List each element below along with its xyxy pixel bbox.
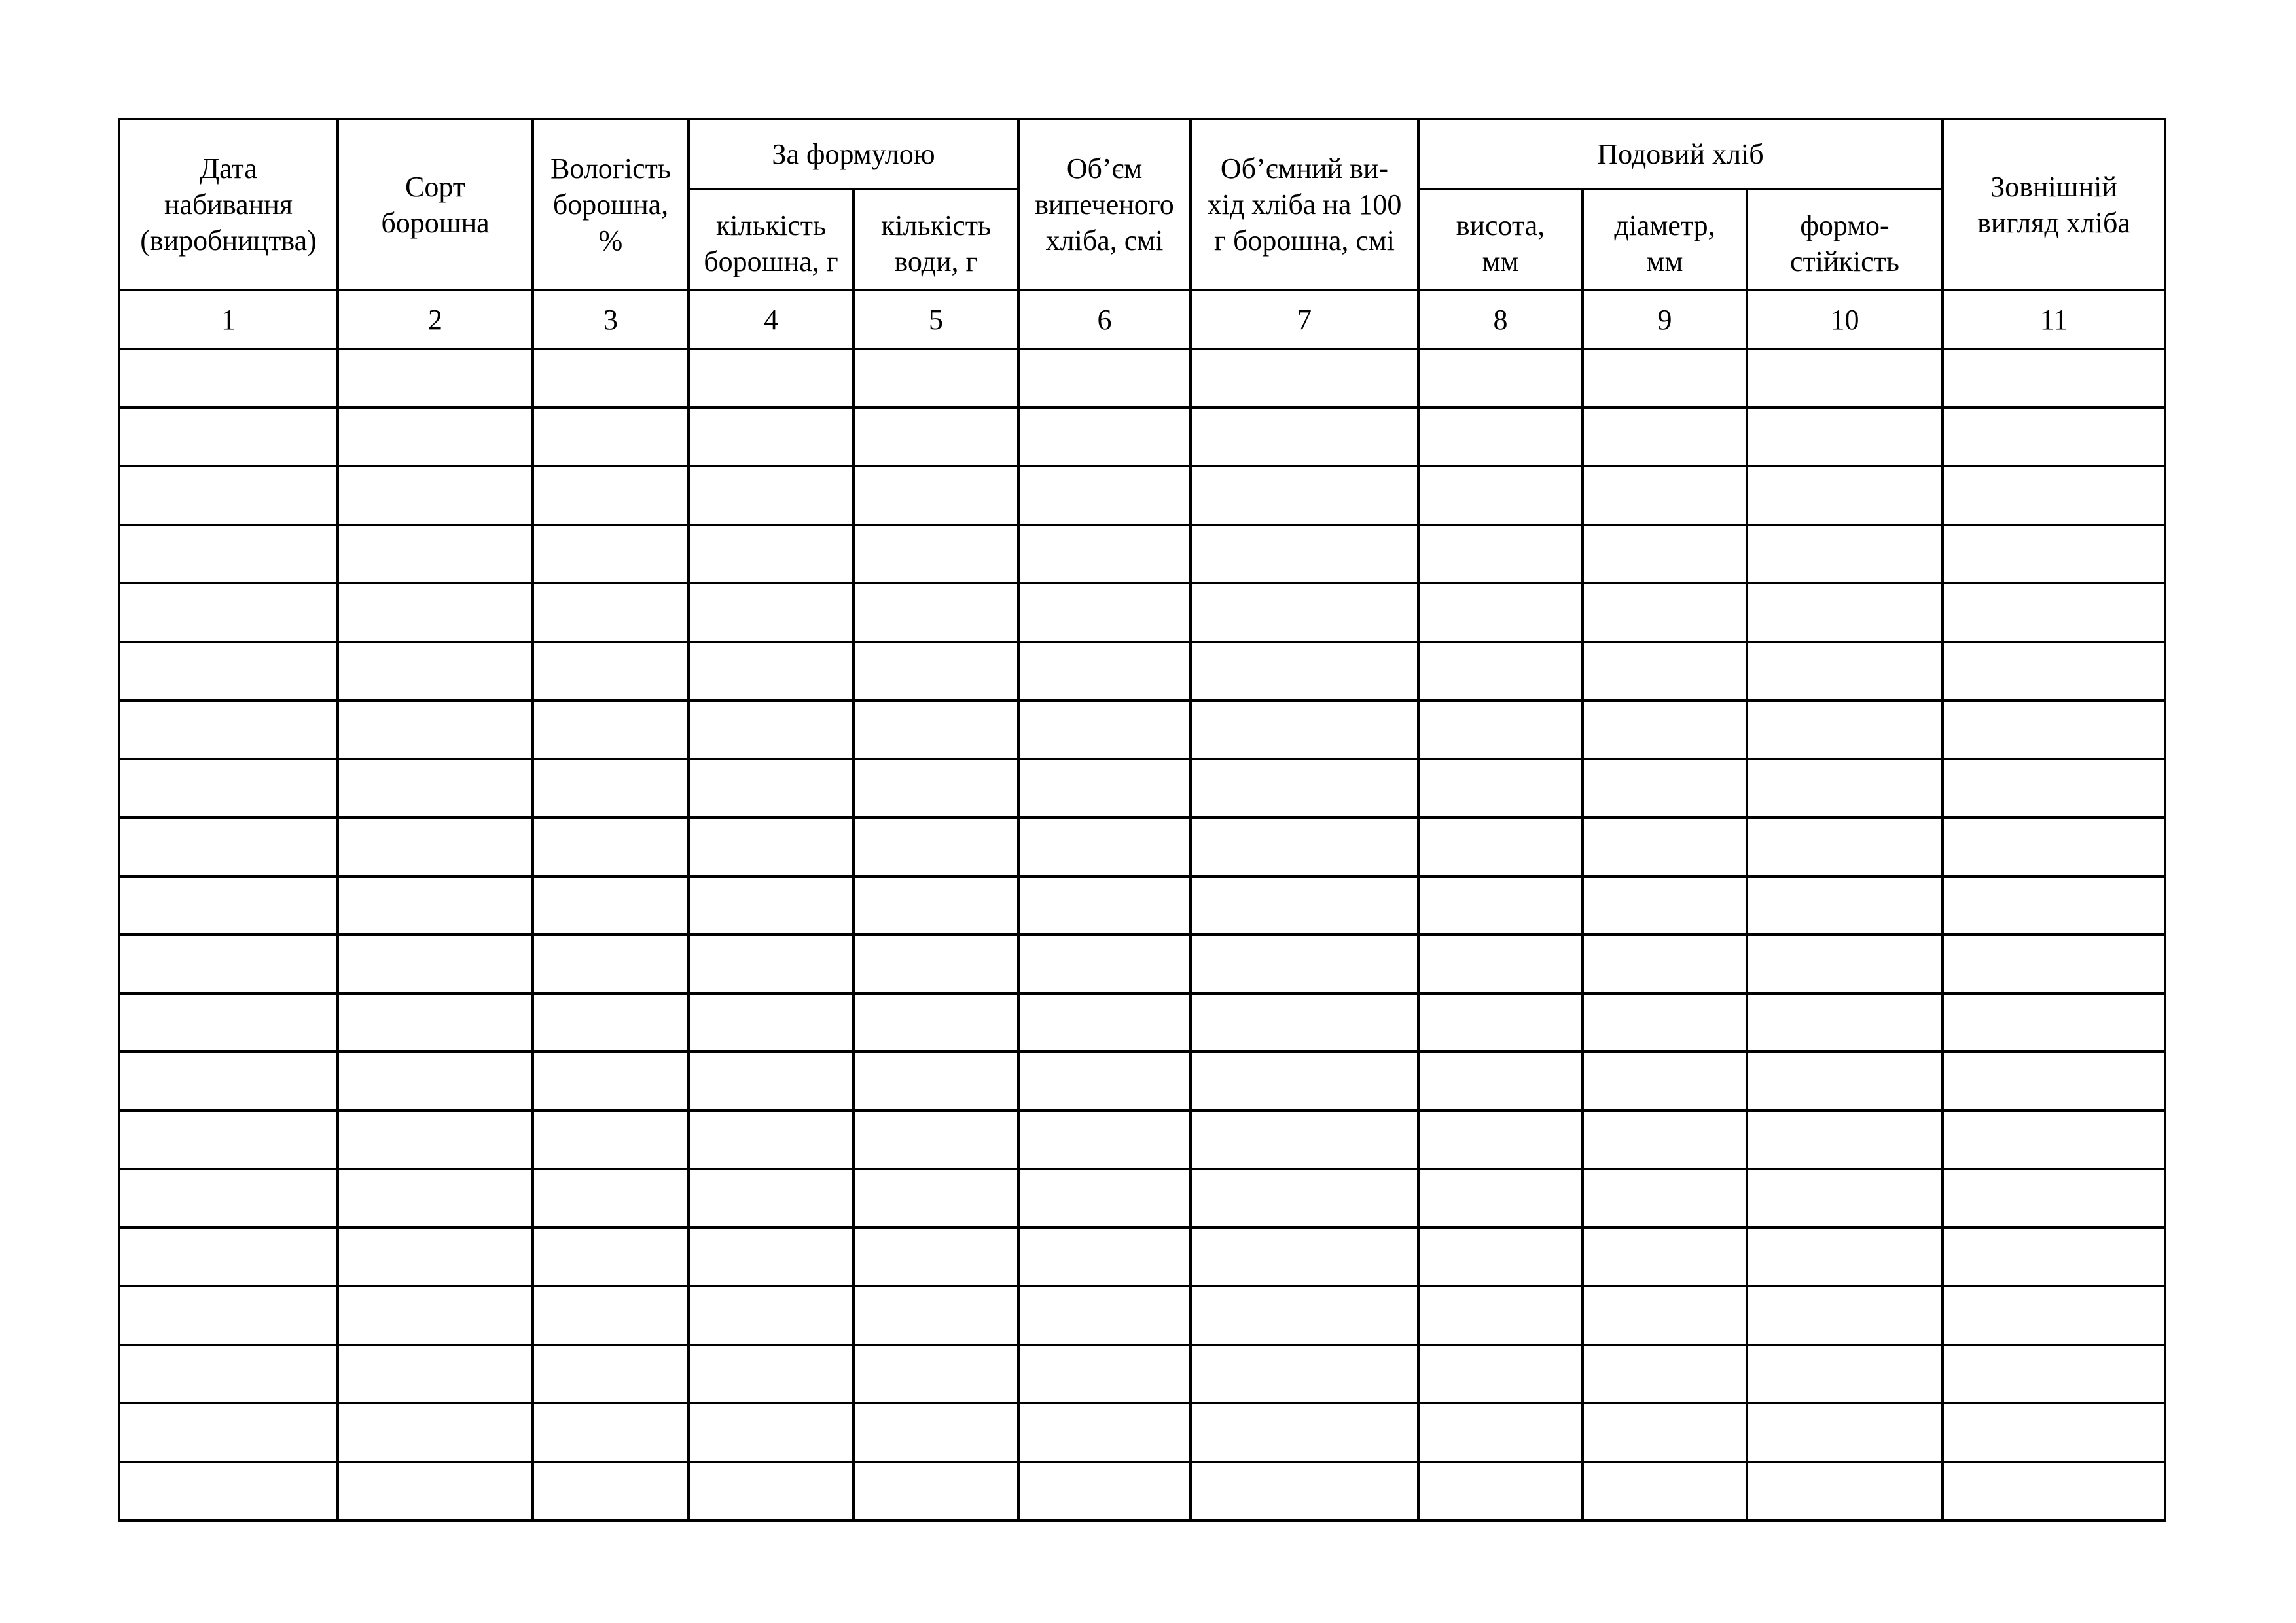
table-cell[interactable]	[689, 1345, 853, 1404]
table-cell[interactable]	[1418, 408, 1583, 467]
table-cell[interactable]	[119, 1286, 338, 1345]
table-cell[interactable]	[1418, 1345, 1583, 1404]
table-cell[interactable]	[1018, 993, 1191, 1052]
table-row	[119, 1052, 2165, 1111]
table-cell[interactable]	[533, 583, 689, 642]
table-cell[interactable]	[119, 1462, 338, 1521]
table-cell[interactable]	[119, 408, 338, 467]
table-cell[interactable]	[853, 1052, 1018, 1111]
table-cell[interactable]	[533, 1228, 689, 1287]
table-cell[interactable]	[119, 583, 338, 642]
table-cell[interactable]	[1191, 525, 1418, 584]
table-cell[interactable]	[119, 466, 338, 525]
header-water-quantity: кількість води, г	[853, 189, 1018, 290]
table-row	[119, 700, 2165, 759]
table-cell[interactable]	[533, 759, 689, 818]
table-cell[interactable]	[1018, 817, 1191, 876]
table-cell[interactable]	[1191, 1403, 1418, 1462]
table-cell[interactable]	[1018, 1052, 1191, 1111]
table-cell[interactable]	[1191, 876, 1418, 935]
table-cell[interactable]	[689, 700, 853, 759]
table-row	[119, 525, 2165, 584]
table-cell[interactable]	[853, 466, 1018, 525]
table-cell[interactable]	[533, 525, 689, 584]
table-cell[interactable]	[1418, 993, 1583, 1052]
table-cell[interactable]	[689, 935, 853, 993]
table-cell[interactable]	[119, 935, 338, 993]
table-cell[interactable]	[1191, 1462, 1418, 1521]
table-row	[119, 759, 2165, 818]
table-cell[interactable]	[533, 408, 689, 467]
table-cell[interactable]	[533, 1462, 689, 1521]
table-cell[interactable]	[1583, 1345, 1747, 1404]
table-cell[interactable]	[338, 993, 533, 1052]
table-cell[interactable]	[1018, 759, 1191, 818]
table-cell[interactable]	[533, 1169, 689, 1228]
table-cell[interactable]	[1747, 408, 1943, 467]
table-cell[interactable]	[1191, 349, 1418, 408]
table-cell[interactable]	[1583, 759, 1747, 818]
table-cell[interactable]	[853, 759, 1018, 818]
table-cell[interactable]	[338, 1111, 533, 1169]
header-date: Дата набивання (виробництва)	[119, 119, 338, 290]
table-cell[interactable]	[1747, 583, 1943, 642]
table-cell[interactable]	[1943, 1403, 2165, 1462]
header-volume-yield: Об’ємний ви- хід хліба на 100 г борошна, смі	[1191, 119, 1418, 290]
table-cell[interactable]	[1583, 1403, 1747, 1462]
table-cell[interactable]	[1943, 993, 2165, 1052]
table-cell[interactable]	[689, 408, 853, 467]
table-cell[interactable]	[1943, 817, 2165, 876]
table-cell[interactable]	[1583, 876, 1747, 935]
table-cell[interactable]	[1191, 817, 1418, 876]
table-cell[interactable]	[1943, 935, 2165, 993]
table-cell[interactable]	[1418, 1403, 1583, 1462]
table-cell[interactable]	[689, 876, 853, 935]
table-cell[interactable]	[1418, 876, 1583, 935]
table-cell[interactable]	[853, 993, 1018, 1052]
table-cell[interactable]	[338, 408, 533, 467]
header-formula-group: За формулою	[689, 119, 1018, 189]
table-cell[interactable]	[1018, 1462, 1191, 1521]
table-cell[interactable]	[1943, 700, 2165, 759]
table-cell[interactable]	[1418, 817, 1583, 876]
table-cell[interactable]	[533, 1111, 689, 1169]
table-cell[interactable]	[1018, 408, 1191, 467]
table-cell[interactable]	[533, 935, 689, 993]
table-cell[interactable]	[533, 642, 689, 701]
table-cell[interactable]	[1018, 935, 1191, 993]
table-cell[interactable]	[1418, 1111, 1583, 1169]
table-cell[interactable]	[338, 1403, 533, 1462]
table-cell[interactable]	[533, 466, 689, 525]
table-cell[interactable]	[689, 1462, 853, 1521]
table-cell[interactable]	[338, 876, 533, 935]
table-cell[interactable]	[119, 1169, 338, 1228]
table-cell[interactable]	[1018, 700, 1191, 759]
table-cell[interactable]	[853, 935, 1018, 993]
table-row	[119, 1228, 2165, 1287]
table-row	[119, 349, 2165, 408]
table-cell[interactable]	[689, 642, 853, 701]
table-cell[interactable]	[689, 1228, 853, 1287]
table-cell[interactable]	[1943, 1052, 2165, 1111]
table-cell[interactable]	[119, 1052, 338, 1111]
table-cell[interactable]	[338, 817, 533, 876]
table-cell[interactable]	[1018, 583, 1191, 642]
table-cell[interactable]	[1747, 1228, 1943, 1287]
table-cell[interactable]	[1943, 759, 2165, 818]
table-cell[interactable]	[689, 583, 853, 642]
table-cell[interactable]	[1018, 525, 1191, 584]
table-cell[interactable]	[1583, 700, 1747, 759]
table-cell[interactable]	[853, 700, 1018, 759]
table-cell[interactable]	[119, 700, 338, 759]
table-cell[interactable]	[533, 1052, 689, 1111]
table-cell[interactable]	[853, 642, 1018, 701]
table-cell[interactable]	[1418, 700, 1583, 759]
table-cell[interactable]	[1191, 408, 1418, 467]
table-cell[interactable]	[1943, 1462, 2165, 1521]
table-row	[119, 466, 2165, 525]
table-cell[interactable]	[1583, 1052, 1747, 1111]
table-cell[interactable]	[1191, 1345, 1418, 1404]
table-cell[interactable]	[1747, 349, 1943, 408]
table-cell[interactable]	[689, 759, 853, 818]
column-number: 5	[853, 290, 1018, 349]
table-cell[interactable]	[1747, 700, 1943, 759]
header-form-stability: формо- стійкість	[1747, 189, 1943, 290]
table-row	[119, 1345, 2165, 1404]
table-cell[interactable]	[1943, 583, 2165, 642]
table-cell[interactable]	[1747, 466, 1943, 525]
table-cell[interactable]	[1018, 1345, 1191, 1404]
table-row	[119, 817, 2165, 876]
table-cell[interactable]	[533, 993, 689, 1052]
table-cell[interactable]	[1747, 935, 1943, 993]
table-cell[interactable]	[1191, 935, 1418, 993]
column-number: 8	[1418, 290, 1583, 349]
header-flour-grade: Сорт борошна	[338, 119, 533, 290]
table-row	[119, 1462, 2165, 1521]
table-cell[interactable]	[338, 466, 533, 525]
table-cell[interactable]	[853, 1111, 1018, 1169]
table-row	[119, 1286, 2165, 1345]
header-height: висота, мм	[1418, 189, 1583, 290]
table-cell[interactable]	[1583, 1111, 1747, 1169]
table-cell[interactable]	[1018, 876, 1191, 935]
data-table	[118, 118, 2166, 1522]
table-cell[interactable]	[1583, 525, 1747, 584]
table-row	[119, 1111, 2165, 1169]
column-number: 4	[689, 290, 853, 349]
table-cell[interactable]	[1747, 759, 1943, 818]
table-cell[interactable]	[119, 642, 338, 701]
table-cell[interactable]	[689, 466, 853, 525]
table-cell[interactable]	[1018, 642, 1191, 701]
table-cell[interactable]	[1418, 349, 1583, 408]
table-cell[interactable]	[1418, 642, 1583, 701]
table-row	[119, 583, 2165, 642]
table-row	[119, 642, 2165, 701]
table-cell[interactable]	[1418, 1228, 1583, 1287]
table-cell[interactable]	[1943, 1228, 2165, 1287]
table-cell[interactable]	[1943, 1111, 2165, 1169]
table-cell[interactable]	[119, 525, 338, 584]
table-cell[interactable]	[1747, 1111, 1943, 1169]
column-number: 1	[119, 290, 338, 349]
table-cell[interactable]	[1418, 1286, 1583, 1345]
table-cell[interactable]	[853, 583, 1018, 642]
table-cell[interactable]	[338, 642, 533, 701]
table-cell[interactable]	[1583, 1462, 1747, 1521]
table-cell[interactable]	[533, 700, 689, 759]
table-cell[interactable]	[1191, 1169, 1418, 1228]
header-row-top	[119, 119, 2165, 189]
table-cell[interactable]	[1943, 408, 2165, 467]
table-cell[interactable]	[853, 349, 1018, 408]
table-cell[interactable]	[338, 349, 533, 408]
table-cell[interactable]	[1583, 466, 1747, 525]
table-cell[interactable]	[1943, 1345, 2165, 1404]
column-number-row	[119, 290, 2165, 349]
table-cell[interactable]	[119, 1228, 338, 1287]
table-cell[interactable]	[1943, 525, 2165, 584]
table-cell[interactable]	[119, 759, 338, 818]
column-number: 11	[1943, 290, 2165, 349]
table-cell[interactable]	[1191, 1111, 1418, 1169]
table-cell[interactable]	[119, 1111, 338, 1169]
table-cell[interactable]	[689, 525, 853, 584]
table-cell[interactable]	[1583, 1169, 1747, 1228]
table-cell[interactable]	[1943, 349, 2165, 408]
table-cell[interactable]	[119, 817, 338, 876]
table-cell[interactable]	[1747, 1052, 1943, 1111]
table-cell[interactable]	[853, 1286, 1018, 1345]
table-cell[interactable]	[1583, 1286, 1747, 1345]
table-cell[interactable]	[1418, 466, 1583, 525]
header-diameter: діаметр, мм	[1583, 189, 1747, 290]
table-cell[interactable]	[1191, 1286, 1418, 1345]
table-cell[interactable]	[533, 1403, 689, 1462]
table-cell[interactable]	[1191, 1228, 1418, 1287]
table-cell[interactable]	[689, 1169, 853, 1228]
table-cell[interactable]	[338, 1052, 533, 1111]
table-cell[interactable]	[119, 993, 338, 1052]
table-cell[interactable]	[1943, 1286, 2165, 1345]
table-cell[interactable]	[119, 1403, 338, 1462]
table-cell[interactable]	[338, 759, 533, 818]
column-number: 7	[1191, 290, 1418, 349]
table-row	[119, 1169, 2165, 1228]
table-row	[119, 1403, 2165, 1462]
table-cell[interactable]	[1583, 642, 1747, 701]
table-cell[interactable]	[853, 1228, 1018, 1287]
table-cell[interactable]	[853, 876, 1018, 935]
table-cell[interactable]	[1018, 466, 1191, 525]
table-cell[interactable]	[1747, 1286, 1943, 1345]
table-cell[interactable]	[1943, 642, 2165, 701]
table-cell[interactable]	[338, 935, 533, 993]
table-cell[interactable]	[338, 525, 533, 584]
table-cell[interactable]	[338, 1286, 533, 1345]
table-cell[interactable]	[1747, 1462, 1943, 1521]
header-flour-quantity: кількість борошна, г	[689, 189, 853, 290]
table-row	[119, 408, 2165, 467]
table-row	[119, 876, 2165, 935]
table-cell[interactable]	[338, 583, 533, 642]
table-cell[interactable]	[853, 817, 1018, 876]
table-cell[interactable]	[338, 700, 533, 759]
table-cell[interactable]	[1191, 642, 1418, 701]
table-cell[interactable]	[338, 1169, 533, 1228]
header-hearth-bread-group: Подовий хліб	[1418, 119, 1943, 189]
table-cell[interactable]	[689, 993, 853, 1052]
table-cell[interactable]	[338, 1228, 533, 1287]
table-cell[interactable]	[1018, 349, 1191, 408]
table-cell[interactable]	[1747, 876, 1943, 935]
table-cell[interactable]	[533, 349, 689, 408]
table-cell[interactable]	[1018, 1228, 1191, 1287]
column-number: 10	[1747, 290, 1943, 349]
table-cell[interactable]	[1418, 1169, 1583, 1228]
table-cell[interactable]	[1191, 583, 1418, 642]
table-cell[interactable]	[1018, 1403, 1191, 1462]
column-number: 9	[1583, 290, 1747, 349]
table-cell[interactable]	[1418, 525, 1583, 584]
table-cell[interactable]	[1943, 466, 2165, 525]
table-cell[interactable]	[853, 1169, 1018, 1228]
table-cell[interactable]	[119, 1345, 338, 1404]
table-cell[interactable]	[1583, 1228, 1747, 1287]
table-cell[interactable]	[853, 525, 1018, 584]
table-cell[interactable]	[1418, 935, 1583, 993]
table-cell[interactable]	[853, 1462, 1018, 1521]
table-cell[interactable]	[533, 1286, 689, 1345]
table-cell[interactable]	[1018, 1286, 1191, 1345]
table-cell[interactable]	[1747, 1403, 1943, 1462]
table-cell[interactable]	[853, 408, 1018, 467]
table-cell[interactable]	[1943, 1169, 2165, 1228]
table-cell[interactable]	[1583, 993, 1747, 1052]
table-cell[interactable]	[1747, 993, 1943, 1052]
table-cell[interactable]	[689, 1111, 853, 1169]
table-cell[interactable]	[533, 876, 689, 935]
column-number: 6	[1018, 290, 1191, 349]
header-flour-moisture: Вологість борошна, %	[533, 119, 689, 290]
table-cell[interactable]	[1191, 1052, 1418, 1111]
table-cell[interactable]	[533, 817, 689, 876]
table-cell[interactable]	[1747, 1345, 1943, 1404]
table-cell[interactable]	[1191, 759, 1418, 818]
table-cell[interactable]	[1018, 1169, 1191, 1228]
table-cell[interactable]	[1191, 466, 1418, 525]
table-cell[interactable]	[1747, 525, 1943, 584]
table-cell[interactable]	[689, 349, 853, 408]
table-cell[interactable]	[689, 1403, 853, 1462]
table-cell[interactable]	[119, 349, 338, 408]
table-cell[interactable]	[1943, 876, 2165, 935]
table-cell[interactable]	[1418, 1052, 1583, 1111]
table-cell[interactable]	[1747, 642, 1943, 701]
table-cell[interactable]	[338, 1462, 533, 1521]
table-cell[interactable]	[1747, 1169, 1943, 1228]
table-cell[interactable]	[1418, 583, 1583, 642]
header-bread-appearance: Зовнішній вигляд хліба	[1943, 119, 2165, 290]
table-cell[interactable]	[1747, 817, 1943, 876]
table-cell[interactable]	[1018, 1111, 1191, 1169]
table-cell[interactable]	[1191, 993, 1418, 1052]
table-cell[interactable]	[689, 817, 853, 876]
table-cell[interactable]	[1583, 349, 1747, 408]
table-cell[interactable]	[1583, 583, 1747, 642]
table-cell[interactable]	[119, 876, 338, 935]
table-row	[119, 993, 2165, 1052]
table-cell[interactable]	[1583, 408, 1747, 467]
table-cell[interactable]	[1583, 935, 1747, 993]
table-cell[interactable]	[689, 1286, 853, 1345]
table-cell[interactable]	[689, 1052, 853, 1111]
table-cell[interactable]	[1583, 817, 1747, 876]
table-cell[interactable]	[1191, 700, 1418, 759]
table-row	[119, 935, 2165, 993]
header-bread-volume: Об’єм випеченого хліба, смі	[1018, 119, 1191, 290]
column-number: 3	[533, 290, 689, 349]
table-cell[interactable]	[1418, 759, 1583, 818]
table-cell[interactable]	[853, 1345, 1018, 1404]
table-cell[interactable]	[533, 1345, 689, 1404]
table-cell[interactable]	[1418, 1462, 1583, 1521]
table-body	[119, 349, 2165, 1520]
table-cell[interactable]	[338, 1345, 533, 1404]
table-cell[interactable]	[853, 1403, 1018, 1462]
column-number: 2	[338, 290, 533, 349]
